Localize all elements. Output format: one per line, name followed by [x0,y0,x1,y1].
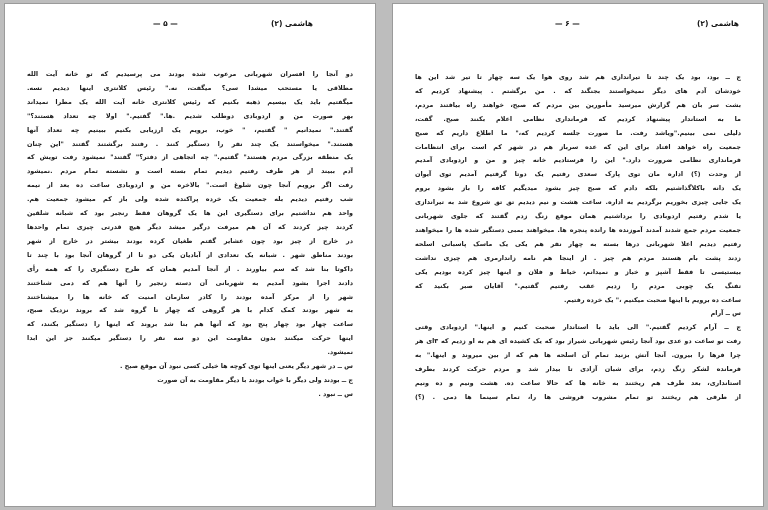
text-line: بودند مناطق شهر . شبانه یک تعدادی از آبادیان یکی دو تا از گروهان آنجا بود با چند تا [27,250,353,259]
text-line: فرمانداری نظامی ضرورت دارد." این را فرستادیم خانه چیز و من و اردوبادی آمدیم [415,156,741,165]
text-line: فرمانده لشکر زنگ زدم، برای شبان آزادی تا بیدار شد و مردم حرکت کردند بطرف [415,365,741,374]
text-line: س ــ در شهر دیگر یعنی اینها توی کوچه ها خیلی کسی نبود آن موقع صبح . [119,362,353,371]
text-line: در خارج از چیز بود چون عشایر گفتم طغیان کرده بودند بیشتر در خارج از شهر [27,236,353,245]
text-line: اینها حرکت میکنند بدون مقاومت این دو سه نفر را دستگیر میکنند جز این ابدا [27,334,353,343]
text-line: دو آنجا را افسران شهربانی مرعوب شده بودند می پرسیدیم که تو خانه آیت الله [27,70,353,78]
text-line: بشت سر بان هم گزارش میرسید مأمورین بین مردم که صبح، خواهند راه بیافتند مردم، [415,100,741,109]
text-line: شهر را از مرکز آمده بودند را کادر سازمان امنیت که خانه ها را میشناختند [27,292,353,301]
text-line: رفت اگر برویم آنجا چون شلوغ است." بالاخره من و اردوبادی ساعت ده بعد از نیمه [27,181,353,190]
text-line: هستند." میخواستند یک چند نفر را دستگیر کنند . رفتند برگشتند گفتند "این چنان [27,139,353,148]
text-line: استانداری، بعد طرف هم ریختند به خانه ها که حالا ساعت ده. هشت ونیم و ده ونیم [415,378,741,387]
text-line: دلیلی نمی بینیم."ویاشد رفت. ما صورت جلسه کردیم که،" ما اطلاع داریم که صبح [415,128,741,137]
text-line: دادند اجرا بشود آمدیم به شهربانی آن دسته زنجیر را آنها هم که دمی شناختند [27,278,353,287]
text-line: یا شدم رفتیم اردوبادی را برداشتیم همان موقع زنگ زدم گفتند که جلوی شهربانی [415,212,741,221]
text-line: زدند پشت بام هستند مردم هم چیز . از اینجا هم نامه زاندارمری هم چیزی نداشت [415,253,741,262]
text-line: ساعت ده برویم با اینها صحبت میکنیم ،" یک خرده رفتیم. [563,295,741,304]
text-line: رفتیم دیدیم اعلا شهربانی درها بسته به چهار نفر هم یکی یک ماسک پاسبانی اسلحه [415,239,741,248]
text-line: یک جایی چیزی بخوریم برگردیم به اداره. ساعت هشت و نیم دیدیم تق تق شروع شد به تیراندازی [415,198,741,207]
text-line: واحد هم نداشتیم برای دستگیری این ها یک گروهان فقط رنجبر بود که شبانه شلقین [27,209,353,218]
text-line: ج ــ بود، بود یک چند تا تیراندازی هم شد روی هوا یک سه چهار تا تیر شد این ها [415,73,741,81]
text-line: میگفتیم باید یک بیسیم ذهبه بکنیم که رئیس کلانتری خانه آیت الله یک مطرا نمیداند [27,97,353,106]
document-page-right [392,3,764,507]
page-header [5,19,375,31]
running-header-title: هاشمی (۲) [270,19,313,28]
text-line: چرا فرها را بیرون. آنجا آتش بزنید تمام آن اسلحه ها هم که از بین میروند و اینها." به [415,351,741,360]
text-line: ساعت چهار بود چهار پنج بود که آنها هم بنا شد بروند که اینها را دستگیر بکنند، که [27,320,353,329]
text-line: ج ــ آرام کردیم گفتیم." الی باید با استاندار صحبت کنیم و اینها." اردوبادی وقتی [415,323,741,332]
page-number: — ۶ — [555,19,580,28]
page-body-text [27,68,353,402]
text-line: داکوتا بنا شد که سم بیاورند . از آنجا آمدیم همان که طرح دستگیری را که همه رأی [27,264,353,273]
text-line: ج ــ بودند ولی دیگر با خواب بودند با دیگر مقاومت به آن صورت [157,375,353,384]
text-line: س ــ نبود . [318,389,353,398]
text-line: ما به استاندار پیشنهاد کردیم که فرمانداری نظامی اعلام بکنند صبح. گفت، [415,114,741,123]
text-line: بیستیسی تا فقط آشپز و خباز و نمیدانم، خیاط و فلان و اینها چیز کرده بودیم یکی [415,267,741,276]
text-line: جمعیت مردم جمع شدند آمدند آموزنده ها رانده پنجره ها. میخواهند بمبی دستگیر شده ها را میخواهند [415,225,741,234]
text-line: تفنگ یک چوبی مردم را زدیم عقب رفتیم گفتیم." آقایان صبر بکنید که [415,281,741,290]
text-line: از طرفی هم ریختند تو تمام مشروب فروشی ها را، تمام سینما ها دمی . (؟) [415,392,741,401]
document-page-left [4,3,376,507]
text-line: از وحدت (؟) اداره مان توی پارک سعدی رفتیم یک دوتا گرفتیم آمدیم توی آیوان [415,170,741,179]
text-line: رفت تو ساعت دو عدی بود آنجا رئیس شهربانی شیراز بود که یک کشیده ای هم به او زدیم که ۳ای هر [415,337,741,346]
text-line: جمعیت راه خواهد افتاد برای این که عده سرباز هم در شهر کم است برای انتظامات [415,142,741,151]
text-line: یک منطقه بزرگی مردم هستند" گفتیم." چه اتجاهی از دفتر؟" گفتند" نمیشود رفت تویش که [27,153,353,162]
page-number: — ۵ — [153,19,178,28]
text-line: خودشان آدم های دیگر نمیخواستند بجنگند که . من برگشتم . پیشنهاد کردیم که [415,86,741,95]
text-line: کردند چیز کردند که آن هم میرفت درگیر میشد دیگر هیچ قدرتی چیزی تمام واحدها [27,222,353,231]
text-line: نمیشود. [327,348,353,357]
text-line: بهر صورت من و اردوبادی دوطلب شدیم .ها." گفتیم." اولا چه تعداد هستند؟" [27,111,353,120]
text-line: شب رفتیم دیدیم بله جمعیت یک خرده پراکنده شده ولی باز کم میشود جمعیت هم. [27,195,353,204]
text-line: به شهر بودند کمک کدام با هر گروهی که چهار تا گروه شد که بروند نزدیک صبح، [27,306,353,315]
running-header-title: هاشمی (۲) [696,19,739,28]
text-line: آدم ببیند از هر طرف رفتیم دیدیم تمام بسته است و نشسته تمام مردم .نمیشود [27,167,353,176]
text-line: یک دانه باکلاگذاشتیم بلکه دادم که صبح چیز بشود میدیگیم کافه را باز بشود بروم [415,184,741,193]
text-line: گفتند." نمیدانیم " گفتیم، " خوب، برویم یک ارزیابی بکنیم ببینیم چه تعداد آنها [27,125,353,134]
page-header [393,19,763,31]
page-body-text [415,71,741,405]
text-line: مطلاقی یا مستحب میشدا سی؟ میگفت، نه." رئیس کلانتری اینها دیدیم نسه. [27,83,353,92]
text-line: س ــ آرام [710,309,741,318]
